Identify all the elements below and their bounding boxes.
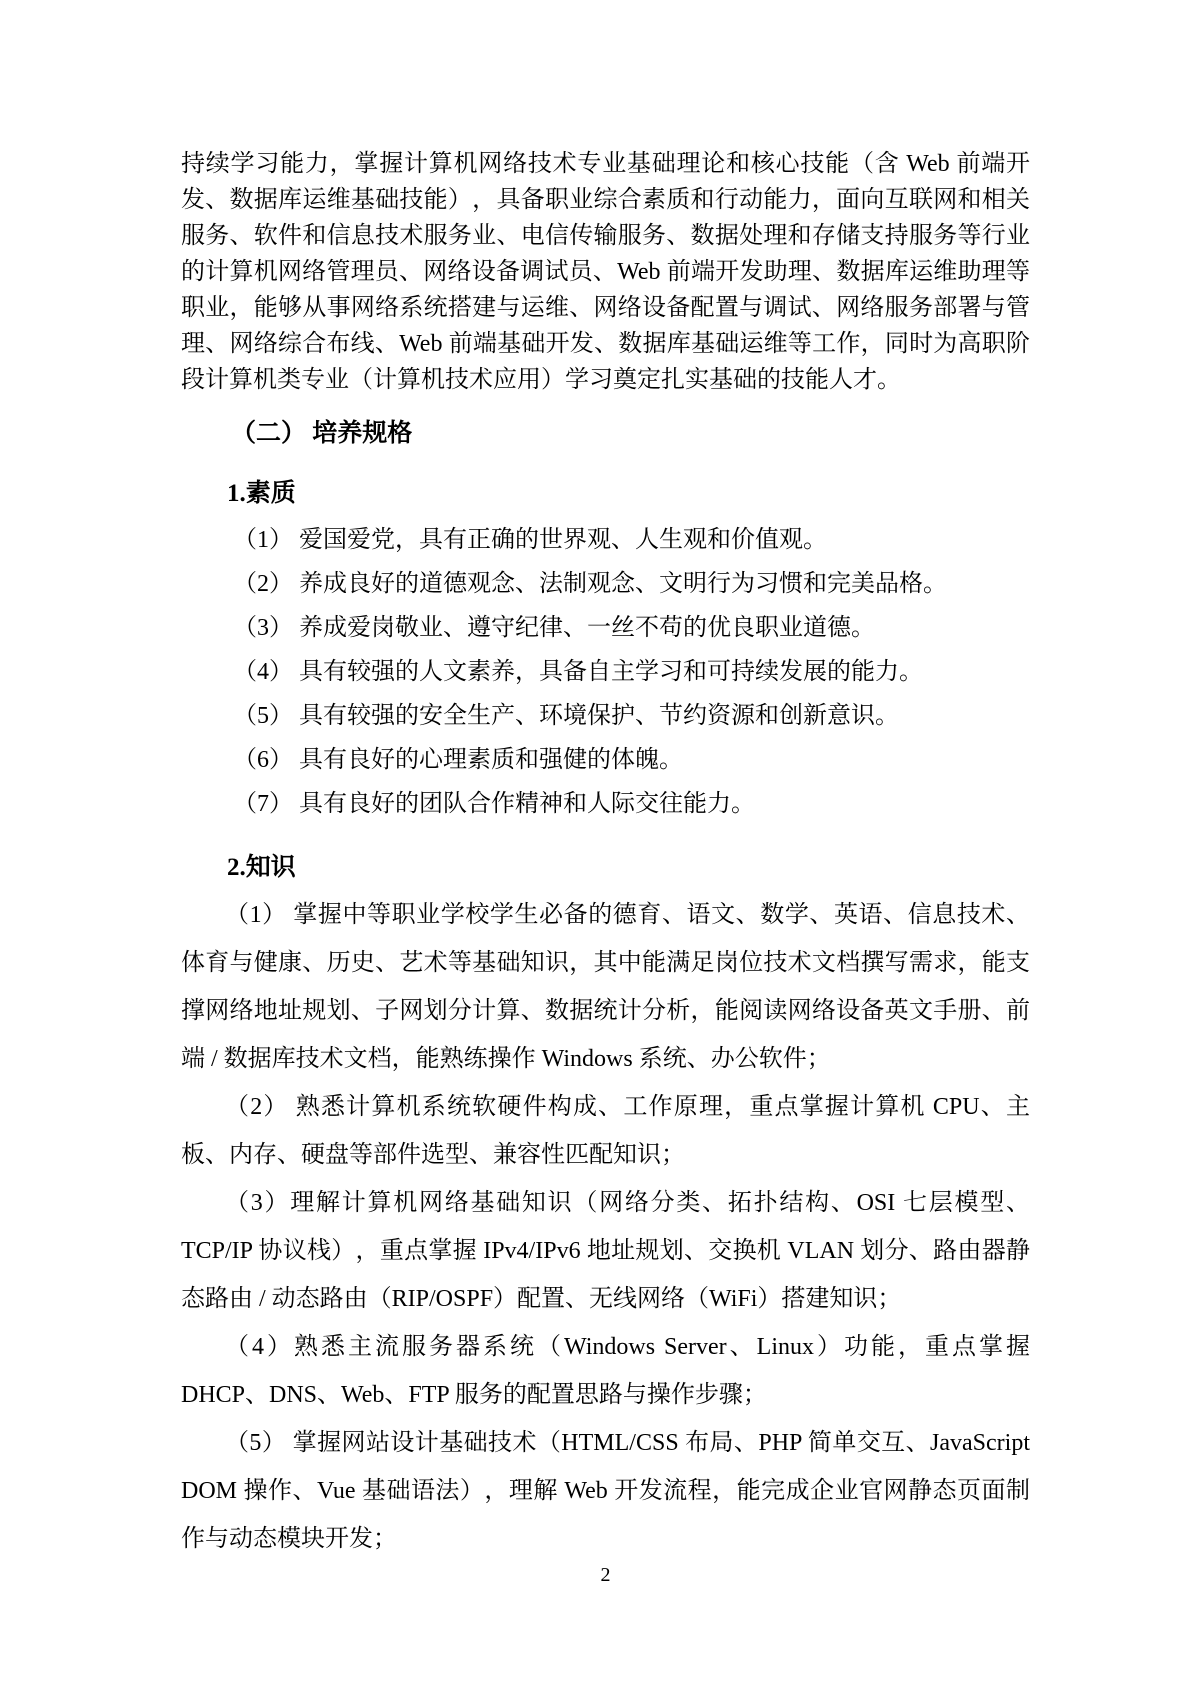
quality-item-list [181,518,1030,826]
quality-item-3: （3） 养成爱岗敬业、遵守纪律、一丝不苟的优良职业道德。 [233,615,875,641]
quality-item-7: （7） 具有良好的团队合作精神和人际交往能力。 [233,791,755,817]
knowledge-paragraph-3: （3）理解计算机网络基础知识（网络分类、拓扑结构、OSI 七层模型、TCP/IP 协议栈），重点掌握 IPv4/IPv6 地址规划、交换机 VLAN 划分、路由器静态路由 / 动态路由（RIP/OSPF）配置、无线网络（WiFi）搭建知识； [181,1190,1030,1312]
knowledge-paragraph-2: （2） 熟悉计算机系统软硬件构成、工作原理，重点掌握计算机 CPU、主板、内存、硬盘等部件选型、兼容性匹配知识； [181,1094,1030,1168]
subsection-heading-quality: 1.素质 [227,480,296,507]
knowledge-paragraph-5: （5） 掌握网站设计基础技术（HTML/CSS 布局、PHP 简单交互、JavaScript DOM 操作、Vue 基础语法），理解 Web 开发流程，能完成企业官网静态页面制作与动态模块开发； [181,1430,1030,1552]
subsection-heading-knowledge: 2.知识 [227,854,296,881]
knowledge-paragraph-1: （1） 掌握中等职业学校学生必备的德育、语文、数学、英语、信息技术、体育与健康、历史、艺术等基础知识，其中能满足岗位技术文档撰写需求，能支撑网络地址规划、子网划分计算、数据统计分析，能阅读网络设备英文手册、前端 / 数据库技术文档，能熟练操作 Windows 系统、办公软件； [181,902,1030,1072]
knowledge-paragraph-4: （4）熟悉主流服务器系统（Windows Server、Linux）功能，重点掌握 DHCP、DNS、Web、FTP 服务的配置思路与操作步骤； [181,1334,1030,1408]
quality-item-2: （2） 养成良好的道德观念、法制观念、文明行为习惯和完美品格。 [233,571,947,597]
page-number: 2 [600,1564,611,1586]
section-heading-training-specs: （二） 培养规格 [231,420,413,447]
intro-paragraph: 持续学习能力，掌握计算机网络技术专业基础理论和核心技能（含 Web 前端开发、数据库运维基础技能），具备职业综合素质和行动能力，面向互联网和相关服务、软件和信息技术服务业、电信传输服务、数据处理和存储支持服务等行业的计算机网络管理员、网络设备调试员、Web 前端开发助理、数据库运维助理等职业，能够从事网络系统搭建与运维、网络设备配置与调试、网络服务部署与管理、网络综合布线、Web 前端基础开发、数据库基础运维等工作，同时为高职阶段计算机类专业（计算机技术应用）学习奠定扎实基础的技能人才。 [181,151,1030,393]
knowledge-paragraph-list [181,891,1030,1563]
quality-item-1: （1） 爱国爱党，具有正确的世界观、人生观和价值观。 [233,527,827,553]
quality-item-4: （4） 具有较强的人文素养，具备自主学习和可持续发展的能力。 [233,659,923,685]
quality-item-5: （5） 具有较强的安全生产、环境保护、节约资源和创新意识。 [233,703,899,729]
quality-item-6: （6） 具有良好的心理素质和强健的体魄。 [233,747,683,773]
